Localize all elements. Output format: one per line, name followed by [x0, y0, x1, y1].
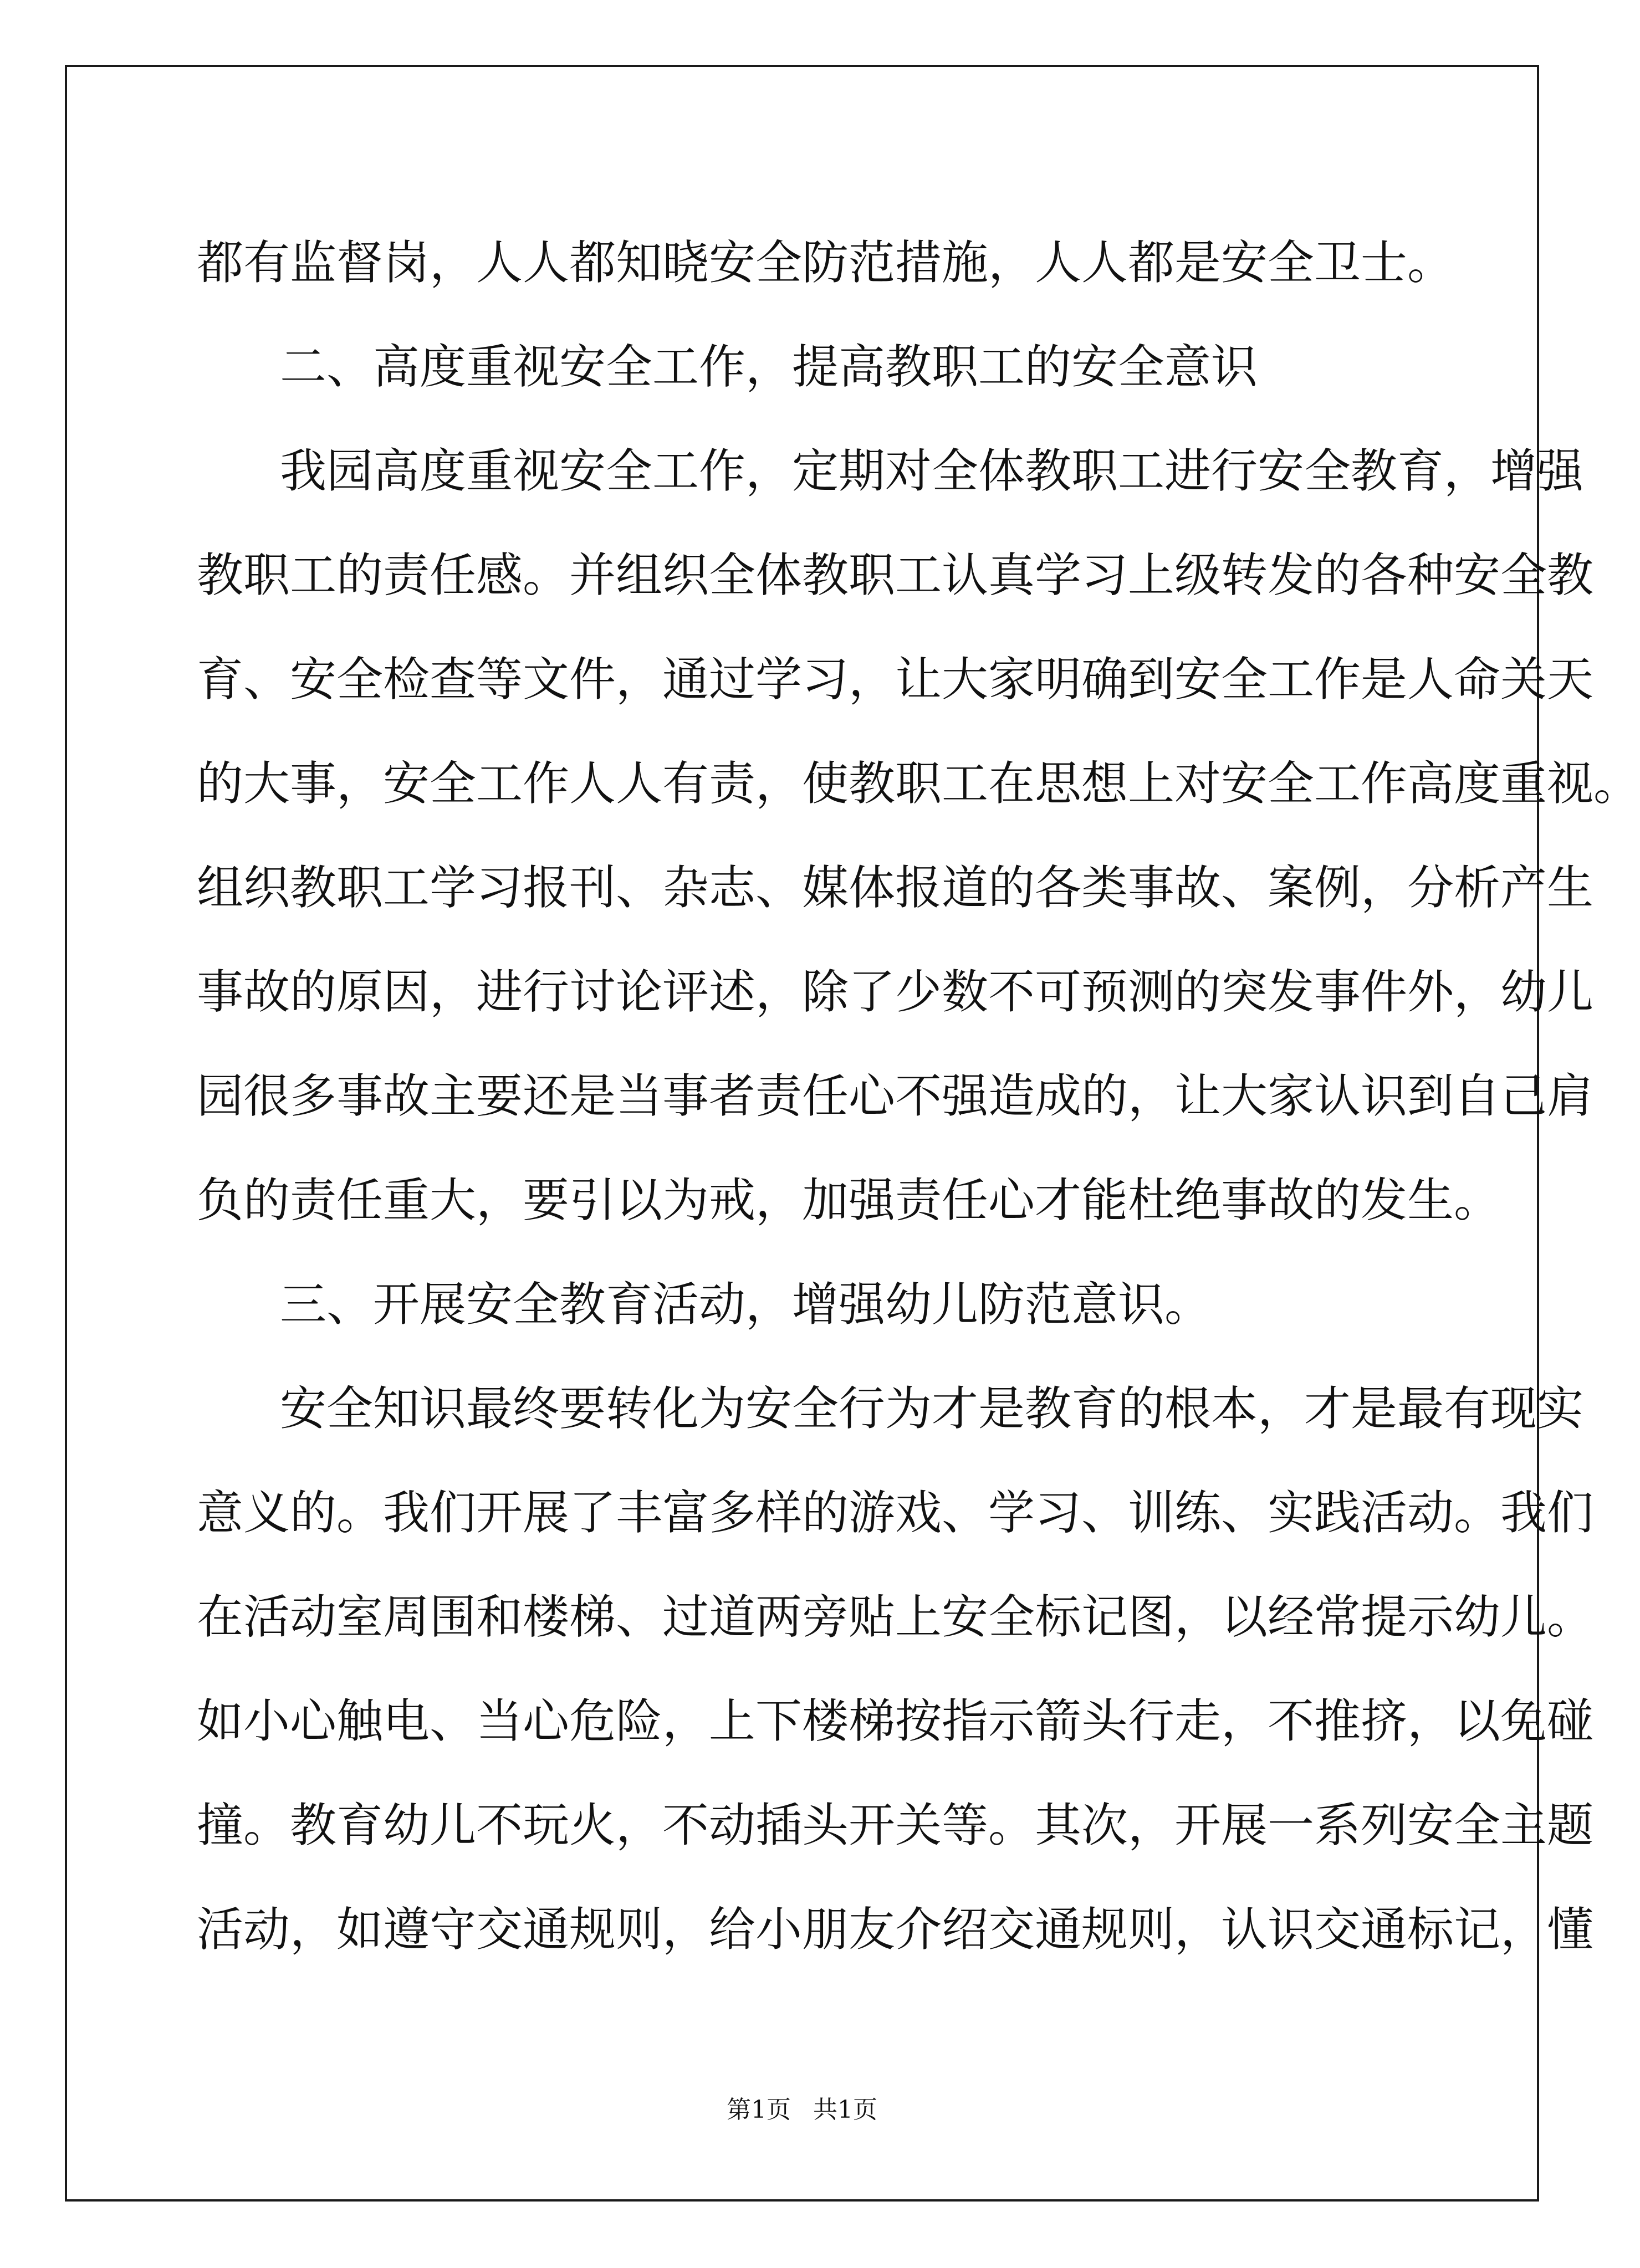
text-line-7: 组织教职工学习报刊、杂志、媒体报道的各类事故、案例，分析产生 [197, 861, 1594, 915]
text-line-6: 的大事，安全工作人人有责，使教职工在思想上对安全工作高度重视。 [197, 756, 1640, 811]
page-number: 第1页 [727, 2096, 791, 2124]
section-heading-3: 三、开展安全教育活动，增强幼儿防范意识。 [280, 1277, 1212, 1332]
total-pages: 共1页 [813, 2096, 877, 2124]
document-body [197, 211, 1640, 1982]
text-line-9: 园很多事故主要还是当事者责任心不强造成的，让大家认识到自己肩 [197, 1069, 1594, 1123]
text-line-3: 我园高度重视安全工作，定期对全体教职工进行安全教育，增强 [280, 444, 1584, 498]
text-line-15: 如小心触电、当心危险，上下楼梯按指示箭头行走，不推挤，以免碰 [197, 1694, 1594, 1748]
section-heading-2: 二、高度重视安全工作，提高教职工的安全意识 [280, 340, 1258, 394]
text-line-1: 都有监督岗，人人都知晓安全防范措施，人人都是安全卫士。 [197, 235, 1454, 290]
text-line-16: 撞。教育幼儿不玩火，不动插头开关等。其次，开展一系列安全主题 [197, 1798, 1594, 1852]
text-line-4: 教职工的责任感。并组织全体教职工认真学习上级转发的各种安全教 [197, 548, 1594, 602]
text-line-8: 事故的原因，进行讨论评述，除了少数不可预测的突发事件外，幼儿 [197, 965, 1594, 1019]
text-line-13: 意义的。我们开展了丰富多样的游戏、学习、训练、实践活动。我们 [197, 1486, 1594, 1540]
text-line-10: 负的责任重大，要引以为戒，加强责任心才能杜绝事故的发生。 [197, 1173, 1501, 1227]
text-line-14: 在活动室周围和楼梯、过道两旁贴上安全标记图，以经常提示幼儿。 [197, 1590, 1594, 1644]
text-line-12: 安全知识最终要转化为安全行为才是教育的根本，才是最有现实 [280, 1381, 1584, 1436]
text-line-17: 活动，如遵守交通规则，给小朋友介绍交通规则，认识交通标记，懂 [197, 1902, 1594, 1957]
page-footer [0, 2093, 1604, 2127]
text-line-5: 育、安全检查等文件，通过学习，让大家明确到安全工作是人命关天 [197, 652, 1594, 706]
